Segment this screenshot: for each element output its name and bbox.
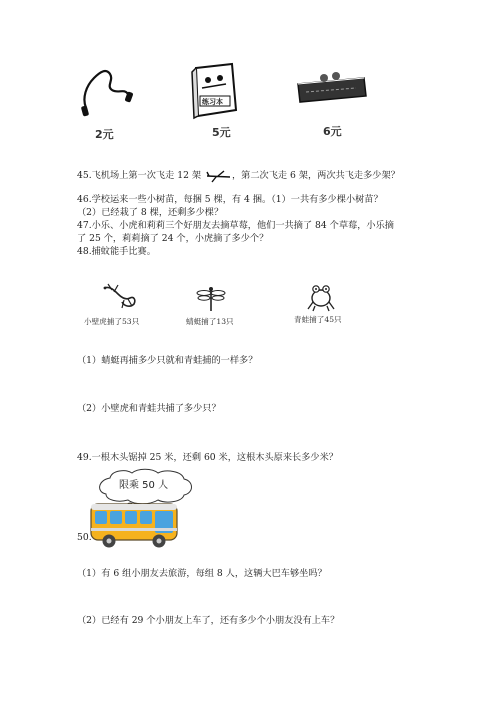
gecko-picture [100, 282, 140, 312]
exercise-book-cover-text: 练习本 [202, 98, 223, 106]
gecko-icon [100, 282, 140, 312]
q47-line2: 了 25 个，莉莉摘了 24 个，小虎摘了多少个？ [77, 233, 269, 244]
q46-line1: 46.学校运来一些小树苗，每捆 5 棵，有 4 捆。（1）一共有多少棵小树苗？ [77, 194, 383, 205]
dragonfly-icon [196, 286, 226, 312]
jump-rope-picture [76, 60, 136, 120]
frog-picture [305, 282, 337, 312]
dragonfly-caption: 蜻蜓捕了13只 [186, 317, 234, 326]
frog-icon [305, 282, 337, 312]
q48-sub1: （1）蜻蜓再捕多少只就和青蛙捕的一样多？ [77, 355, 258, 366]
q49-text: 49.一根木头锯掉 25 米，还剩 60 米，这根木头原来长多少米？ [77, 452, 338, 463]
gecko-caption: 小壁虎捕了53只 [84, 317, 140, 326]
exercise-book-icon [188, 62, 242, 120]
jump-rope-price: 2元 [95, 128, 114, 141]
q50-number: 50. [77, 532, 92, 543]
q48-title: 48.捕蚊能手比赛。 [77, 246, 156, 257]
q48-sub2: （2）小壁虎和青蛙共捕了多少只？ [77, 403, 221, 414]
airplane-picture [206, 168, 232, 182]
exercise-book-picture [188, 62, 242, 120]
pencil-case-picture [296, 66, 368, 106]
jump-rope-icon [76, 60, 136, 120]
bus-picture [89, 501, 179, 549]
q46-line2: （2）已经栽了 8 棵，还剩多少棵？ [77, 207, 224, 218]
airplane-icon [206, 169, 232, 183]
dragonfly-picture [196, 286, 226, 312]
q50-sub2: （2）已经有 29 个小朋友上车了，还有多少个小朋友没有上车？ [77, 615, 340, 626]
q45-text-after: ，第二次飞走 6 架，两次共飞走多少架？ [232, 170, 400, 181]
exercise-book-price: 5元 [212, 126, 231, 139]
pencil-case-price: 6元 [323, 125, 342, 138]
frog-caption: 青蛙捕了45只 [294, 315, 342, 324]
pencil-case-icon [296, 66, 368, 106]
q45-text-before: 45.飞机场上第一次飞走 12 架 [77, 170, 202, 181]
bubble-text: 限乘 50 人 [119, 480, 169, 491]
bus-icon [89, 501, 179, 549]
q47-line1: 47.小乐、小虎和莉莉三个好朋友去摘草莓，他们一共摘了 84 个草莓，小乐摘 [77, 220, 394, 231]
q50-sub1: （1）有 6 组小朋友去旅游，每组 8 人，这辆大巴车够坐吗？ [77, 568, 327, 579]
